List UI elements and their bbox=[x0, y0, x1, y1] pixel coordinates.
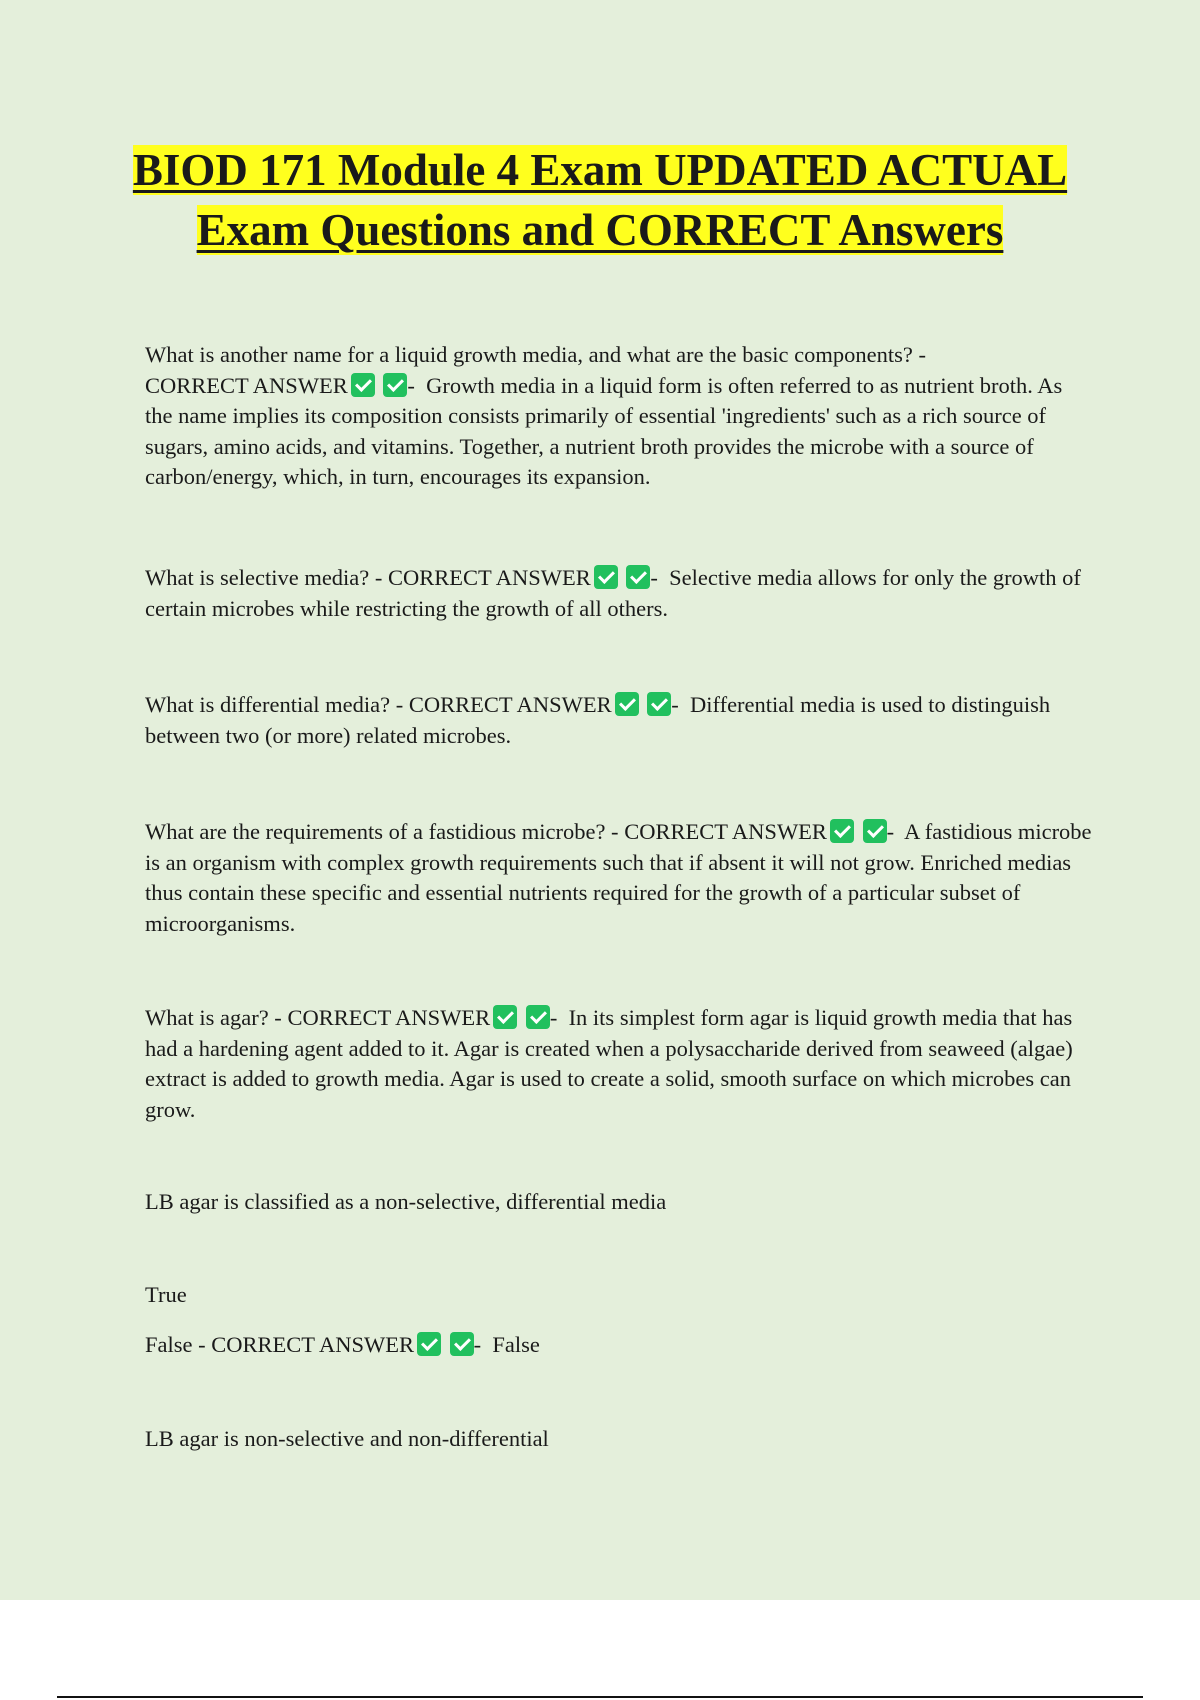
correct-answer-label: CORRECT ANSWER - bbox=[287, 1005, 563, 1030]
tf-option-false: False - CORRECT ANSWER - False bbox=[145, 1332, 540, 1357]
check-box-icon bbox=[383, 373, 407, 397]
check-box-icon bbox=[863, 819, 887, 843]
question-text: What is agar? - bbox=[145, 1005, 282, 1030]
qa-item bbox=[145, 690, 1095, 751]
check-box-icon bbox=[526, 1005, 550, 1029]
answer-text: False bbox=[492, 1332, 540, 1357]
answer-text: Selective media allows for only the growth of certain microbes while restricting the growth of all others. bbox=[145, 565, 1081, 621]
correct-answer-label: CORRECT ANSWER - bbox=[408, 692, 685, 717]
answer-text: Growth media in a liquid form is often referred to as nutrient broth. As the name implies its composition consists primarily of essential 'ingredients' such as a rich source of sugars, amino acids, and vitamins. Together, a nutrient broth provides the microbe with a source of carbon/energy, which, in turn, encourages its expansion. bbox=[145, 372, 1063, 489]
correct-answer-label: CORRECT ANSWER - bbox=[624, 819, 900, 844]
correct-answer-label: CORRECT ANSWER - bbox=[211, 1332, 487, 1357]
question-text: What is selective media? - bbox=[145, 565, 383, 590]
qa-item bbox=[145, 817, 1095, 939]
explanation-text: LB agar is non-selective and non-differential bbox=[145, 1426, 549, 1451]
qa-item bbox=[145, 563, 1095, 624]
answer-text: A fastidious microbe is an organism with complex growth requirements such that if absent it will not grow. Enriched medias thus contain these specific and essential nutrients required for the growth of a particular subset of microorganisms. bbox=[145, 819, 1092, 936]
check-box-icon bbox=[493, 1005, 517, 1029]
tf-statement: LB agar is classified as a non-selective, differential media bbox=[145, 1189, 667, 1214]
question-text: What is another name for a liquid growth media, and what are the basic components? - bbox=[145, 342, 926, 367]
qa-item bbox=[145, 340, 1095, 493]
document-title: BIOD 171 Module 4 Exam UPDATED ACTUAL Exam Questions and CORRECT Answers bbox=[132, 145, 1068, 255]
check-box-icon bbox=[626, 565, 650, 589]
correct-answer-label: CORRECT ANSWER - bbox=[145, 372, 421, 398]
question-text: What are the requirements of a fastidious microbe? - bbox=[145, 819, 619, 844]
check-box-icon bbox=[615, 692, 639, 716]
check-box-icon bbox=[594, 565, 618, 589]
check-box-icon bbox=[417, 1332, 441, 1356]
answer-text: In its simplest form agar is liquid growth media that has had a hardening agent added to it. Agar is created when a polysaccharide derived from seaweed (algae) extract is added to growth media. Agar is used to create a solid, smooth surface on which microbes can grow. bbox=[145, 1005, 1073, 1122]
correct-answer-label: CORRECT ANSWER - bbox=[388, 565, 664, 590]
check-box-icon bbox=[351, 373, 375, 397]
answer-text: Differential media is used to distinguish between two (or more) related microbes. bbox=[145, 692, 1051, 748]
footer-divider bbox=[57, 1696, 1143, 1698]
check-box-icon bbox=[450, 1332, 474, 1356]
question-text: What is differential media? - bbox=[145, 692, 404, 717]
check-box-icon bbox=[647, 692, 671, 716]
tf-option-true: True bbox=[145, 1282, 187, 1307]
qa-item bbox=[145, 1003, 1095, 1125]
check-box-icon bbox=[830, 819, 854, 843]
